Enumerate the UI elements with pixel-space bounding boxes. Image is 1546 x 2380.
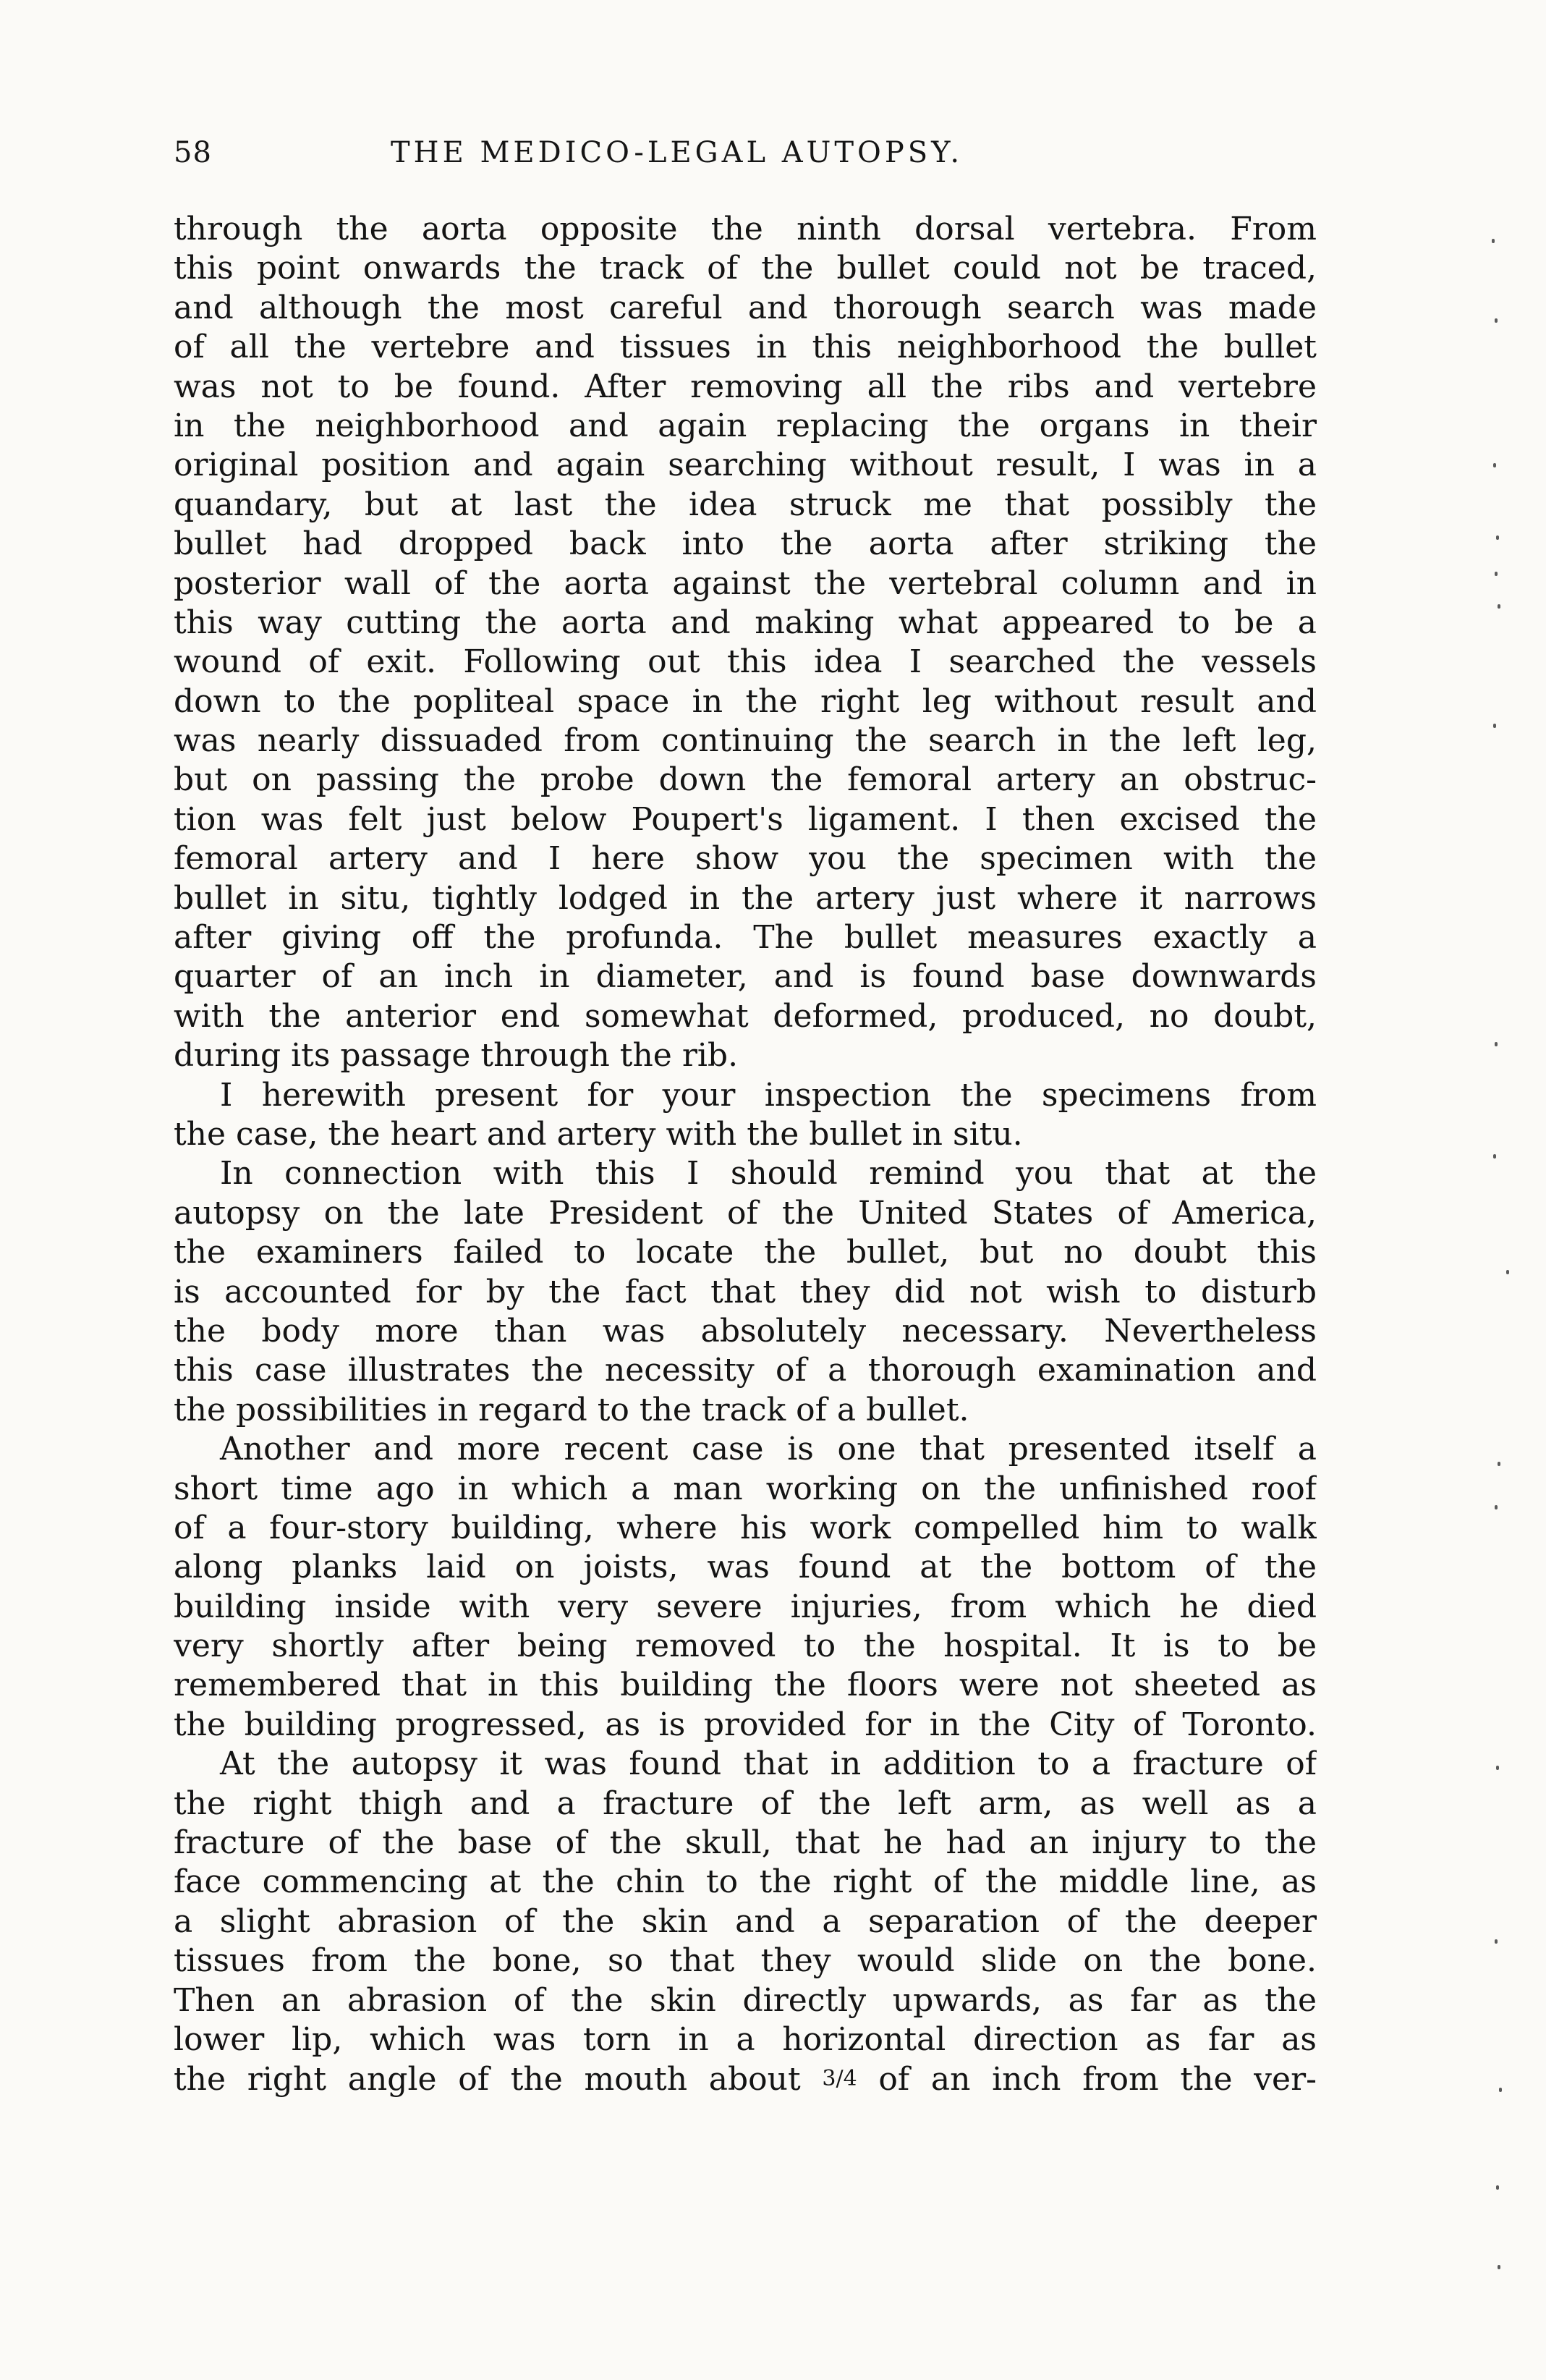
- text-line: Then an abrasion of the skin directly upwards, as far as the: [174, 1981, 1317, 2019]
- body-text: [174, 210, 1317, 2099]
- text-line: autopsy on the late President of the United States of America,: [174, 1194, 1317, 1232]
- text-line: with the anterior end somewhat deformed, produced, no doubt,: [174, 997, 1317, 1035]
- scan-speck: [1498, 1462, 1500, 1466]
- text-line: the body more than was absolutely necessary. Nevertheless: [174, 1312, 1317, 1350]
- text-line: quandary, but at last the idea struck me that possibly the: [174, 486, 1317, 523]
- paragraph-first-line: In connection with this I should remind you that at the: [220, 1155, 1317, 1193]
- paragraph-first-line: I herewith present for your inspection the specimens from: [220, 1076, 1317, 1114]
- page-number: 58: [174, 136, 212, 169]
- scan-speck: [1499, 2088, 1502, 2092]
- text-line: during its passage through the rib.: [174, 1037, 739, 1075]
- text-line: the building progressed, as is provided for in the City of Toronto.: [174, 1706, 1317, 1743]
- scan-speck: [1496, 2185, 1499, 2190]
- text-line: the possibilities in regard to the track of a bullet.: [174, 1391, 969, 1428]
- text-line: wound of exit. Following out this idea I searched the vessels: [174, 643, 1317, 681]
- paragraph-first-line: Another and more recent case is one that presented itself a: [220, 1431, 1317, 1468]
- text-line: tion was felt just below Poupert's ligament. I then excised the: [174, 800, 1317, 838]
- text-line: of all the vertebre and tissues in this neighborhood the bullet: [174, 329, 1317, 366]
- text-line: through the aorta opposite the ninth dorsal vertebra. From: [174, 211, 1317, 247]
- text-line: a slight abrasion of the skin and a separation of the deeper: [174, 1902, 1317, 1940]
- running-title: THE MEDICO-LEGAL AUTOPSY.: [391, 136, 964, 169]
- text-line: was nearly dissuaded from continuing the search in the left leg,: [174, 722, 1317, 760]
- text-line: the right thigh and a fracture of the left arm, as well as a: [174, 1784, 1317, 1822]
- text-line: but on passing the probe down the femoral artery an obstruc-: [174, 761, 1317, 799]
- scan-speck: [1493, 1154, 1496, 1159]
- scan-speck: [1492, 239, 1495, 243]
- scan-speck: [1495, 318, 1498, 323]
- fraction: 3/4: [822, 2066, 857, 2092]
- text-line: after giving off the profunda. The bullet measures exactly a: [174, 919, 1317, 957]
- text-line: remembered that in this building the floors were not sheeted as: [174, 1667, 1317, 1704]
- final-line-end: of an inch from the ver-: [878, 2061, 1317, 2099]
- text-line: face commencing at the chin to the right of the middle line, as: [174, 1863, 1317, 1901]
- scan-speck: [1495, 1505, 1498, 1509]
- text-line: is accounted for by the fact that they did not wish to disturb: [174, 1273, 1317, 1310]
- text-line: femoral artery and I here show you the specimen with the: [174, 840, 1317, 878]
- scan-speck: [1498, 2265, 1500, 2269]
- text-line: this case illustrates the necessity of a thorough examination and: [174, 1352, 1317, 1389]
- text-line: the case, the heart and artery with the bullet in situ.: [174, 1115, 1023, 1153]
- text-line: bullet in situ, tightly lodged in the artery just where it narrows: [174, 879, 1317, 917]
- text-line: and although the most careful and thorough search was made: [174, 289, 1317, 326]
- text-line: this way cutting the aorta and making what appeared to be a: [174, 604, 1317, 641]
- scan-speck: [1493, 724, 1496, 728]
- text-line: short time ago in which a man working on the unfinished roof: [174, 1470, 1317, 1507]
- text-line: original position and again searching without result, I was in a: [174, 446, 1317, 484]
- final-text-line: [174, 2059, 1317, 2099]
- text-line: very shortly after being removed to the hospital. It is to be: [174, 1627, 1317, 1665]
- running-head: [174, 136, 1317, 179]
- paragraph-first-line: At the autopsy it was found that in addition to a fracture of: [220, 1745, 1317, 1783]
- text-line: along planks laid on joists, was found at the bottom of the: [174, 1549, 1317, 1586]
- scan-speck: [1498, 604, 1500, 609]
- scan-speck: [1495, 572, 1498, 576]
- text-line: of a four-story building, where his work compelled him to walk: [174, 1509, 1317, 1546]
- text-line: the examiners failed to locate the bullet, but no doubt this: [174, 1234, 1317, 1271]
- text-line: in the neighborhood and again replacing the organs in their: [174, 407, 1317, 444]
- scan-speck: [1496, 1766, 1499, 1770]
- scan-speck: [1493, 463, 1496, 467]
- text-line: was not to be found. After removing all the ribs and vertebre: [174, 368, 1317, 405]
- text-line: this point onwards the track of the bullet could not be traced,: [174, 250, 1317, 287]
- final-line-start: the right angle of the mouth about: [174, 2061, 801, 2099]
- scan-speck: [1496, 535, 1499, 540]
- scan-speck: [1495, 1939, 1498, 1944]
- scan-speck: [1506, 1270, 1509, 1274]
- text-line: building inside with very severe injuries, from which he died: [174, 1588, 1317, 1625]
- scan-speck: [1495, 1042, 1498, 1046]
- text-line: lower lip, which was torn in a horizontal direction as far as: [174, 2020, 1317, 2058]
- text-line: down to the popliteal space in the right leg without result and: [174, 682, 1317, 720]
- text-line: bullet had dropped back into the aorta after striking the: [174, 525, 1317, 563]
- text-line: tissues from the bone, so that they would slide on the bone.: [174, 1942, 1317, 1980]
- text-line: posterior wall of the aorta against the vertebral column and in: [174, 564, 1317, 602]
- text-line: quarter of an inch in diameter, and is found base downwards: [174, 958, 1317, 996]
- text-line: fracture of the base of the skull, that he had an injury to the: [174, 1824, 1317, 1862]
